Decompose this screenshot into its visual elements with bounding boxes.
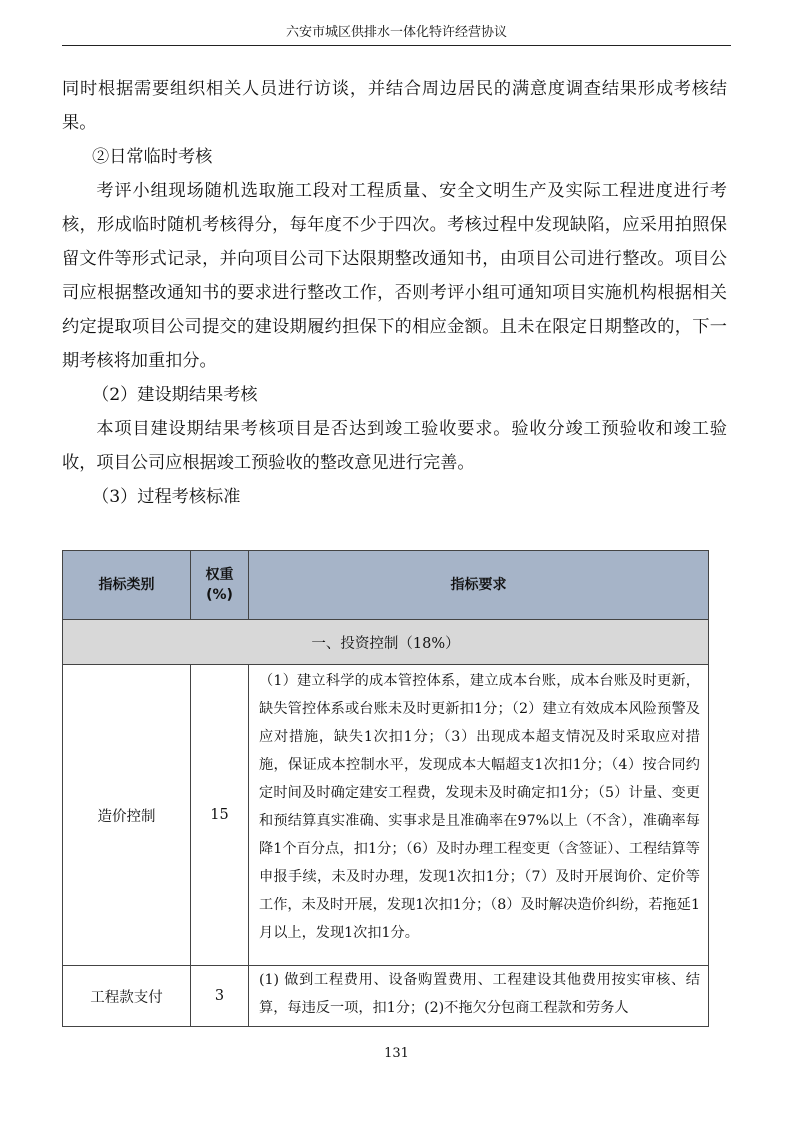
body-text bbox=[62, 72, 727, 514]
table-row bbox=[63, 966, 709, 1027]
table-section-row bbox=[63, 620, 709, 665]
paragraph-construction-result: 本项目建设期结果考核项目是否达到竣工验收要求。验收分竣工预验收和竣工验收，项目公司应根据竣工预验收的整改意见进行完善。 bbox=[62, 419, 727, 473]
header-weight bbox=[191, 551, 249, 620]
subheading-process-standard: （3）过程考核标准 bbox=[92, 487, 241, 507]
subheading-construction-result: （2）建设期结果考核 bbox=[92, 385, 258, 405]
paragraph-continuation: 同时根据需要组织相关人员进行访谈，并结合周边居民的满意度调查结果形成考核结果。 bbox=[62, 79, 727, 133]
page-number: 131 bbox=[384, 1046, 409, 1061]
header-requirement: 指标要求 bbox=[249, 551, 709, 620]
row-requirement: （1）建立科学的成本管控体系，建立成本台账，成本台账及时更新，缺失管控体系或台账未及时更新扣1分；（2）建立有效成本风险预警及应对措施，缺失1次扣1分；（3）出现成本超支情况及时采取应对措施，保证成本控制水平，发现成本大幅超支1次扣1分；（4）按合同约定时间及时确定建安工程费，发现未及时确定扣1分；（5）计量、变更和预结算真实准确、实事求是且准确率在97%以上（不含），准确率每降1个百分点，扣1分；（6）及时办理工程变更（含签证）、工程结算等申报手续，未及时办理，发现1次扣1分；（7）及时开展询价、定价等工作，未及时开展，发现1次扣1分；（8）及时解决造价纠纷，若拖延1月以上，发现1次扣1分。 bbox=[249, 665, 709, 966]
header-category: 指标类别 bbox=[63, 551, 191, 620]
paragraph-daily-assessment: 考评小组现场随机选取施工段对工程质量、安全文明生产及实际工程进度进行考核，形成临时随机考核得分，每年度不少于四次。考核过程中发现缺陷，应采用拍照保留文件等形式记录，并向项目公司下达限期整改通知书，由项目公司进行整改。项目公司应根据整改通知书的要求进行整改工作，否则考评小组可通知项目实施机构根据相关约定提取项目公司提交的建设期履约担保下的相应金额。且未在限定日期整改的，下一期考核将加重扣分。 bbox=[62, 181, 727, 371]
document-header: 六安市城区供排水一体化特许经营协议 bbox=[285, 25, 507, 40]
header-weight-label: 权重 bbox=[205, 567, 234, 583]
assessment-table bbox=[62, 550, 709, 1027]
subheading-daily-assessment: ②日常临时考核 bbox=[92, 147, 213, 167]
table-header-row bbox=[63, 551, 709, 620]
header-divider bbox=[62, 45, 731, 46]
row-category: 工程款支付 bbox=[63, 966, 191, 1027]
table-row bbox=[63, 665, 709, 966]
row-weight: 15 bbox=[191, 665, 249, 966]
header-weight-unit: (%) bbox=[206, 587, 233, 603]
row-category: 造价控制 bbox=[63, 665, 191, 966]
row-requirement: (1) 做到工程费用、设备购置费用、工程建设其他费用按实审核、结算，每违反一项，扣1分；(2)不拖欠分包商工程款和劳务人 bbox=[249, 966, 709, 1027]
section-investment-control: 一、投资控制（18%） bbox=[63, 620, 709, 665]
row-weight: 3 bbox=[191, 966, 249, 1027]
